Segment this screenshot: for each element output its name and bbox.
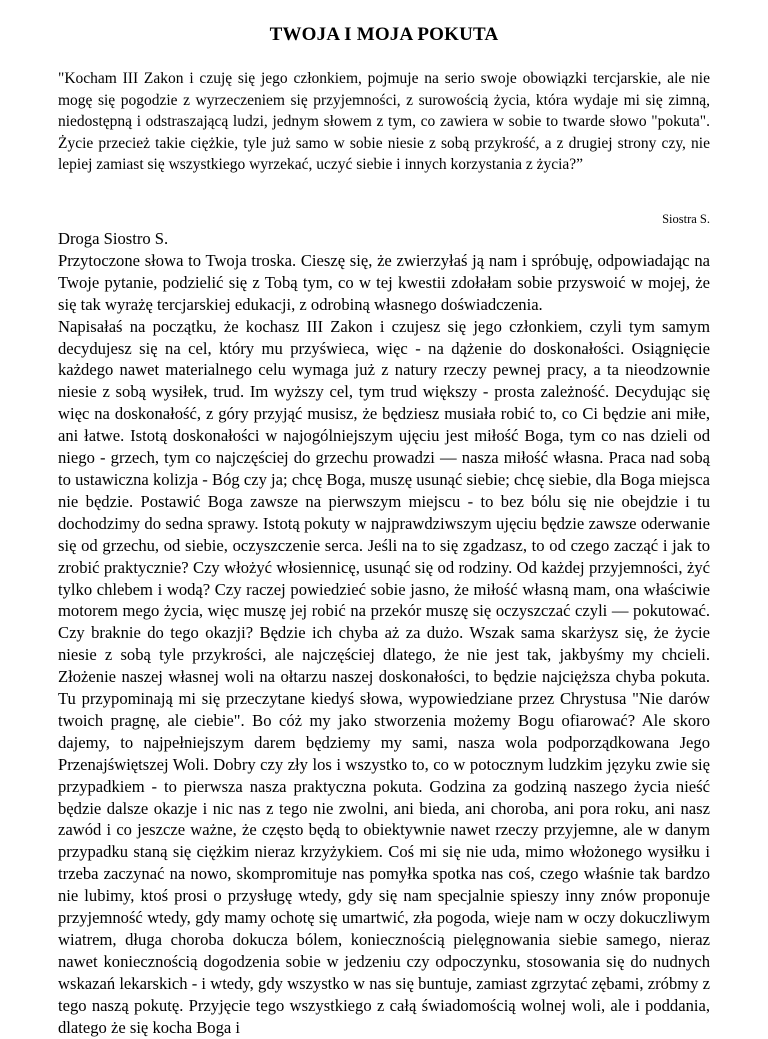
- paragraph: Przytoczone słowa to Twoja troska. Cieszę się, że zwierzyłaś ją nam i spróbuję, odpowiadając na Twoje pytanie, podzielić się z Tobą tym, co w tej kwestii zdołałam sobie przyswoić w mojej, że się tak wyrażę tercjarskiej edukacji, z odrobiną własnego doświadczenia.: [58, 250, 710, 314]
- letter-body: [58, 228, 710, 1039]
- reader-quote: "Kocham III Zakon i czuję się jego członkiem, pojmuje na serio swoje obowiązki tercjarskie, ale nie mogę się pogodzie z wyrzeczeniem się przyjemności, z surowością życia, która wydaje mi się zimną, niedostępną i odstraszającą ludzi, jednym słowem z tym, co zawiera w sobie to twarde słowo "pokuta". Życie przecież takie ciężkie, tyle już samo w sobie niesie z sobą przykrość, a z drugiej strony czy, nie lepiej zamiast się wszystkiego wyrzekać, uczyć siebie i innych korzystania z życia?”: [58, 70, 710, 173]
- quote-signature: Siostra S.: [662, 212, 710, 226]
- page-title: TWOJA I MOJA POKUTA: [269, 24, 499, 45]
- greeting: Droga Siostro S.: [58, 229, 169, 248]
- paragraph: Napisałaś na początku, że kochasz III Zakon i czujesz się jego członkiem, czyli tym samym decydujesz się na cel, który mu przyświeca, więc - na dążenie do doskonałości. Osiągnięcie każdego nawet materialnego celu wymaga już z natury rzeczy pewnej pracy, a ta nieodzownie niesie z sobą wysiłek, trud. Im wyższy cel, tym trud większy - prosta zależność. Decydując się więc na doskonałość, z góry przyjąć musisz, że będziesz musiała robić to, co Ci będzie ani miłe, ani łatwe. Istotą doskonałości w najogólniejszym ujęciu jest miłość Boga, tym co nas dzieli od niego - grzech, tym co najczęściej do grzechu prowadzi — nasza miłość własna. Praca nad sobą to ustawiczna kolizja - Bóg czy ja; chcę Boga, muszę usunąć siebie; chcę siebie, dla Boga miejsca nie będzie. Postawić Boga zawsze na pierwszym miejscu - to bez bólu się nie obejdzie i tu dochodzimy do sedna sprawy. Istotą pokuty w najprawdziwszym ujęciu będzie zawsze oderwanie się od grzechu, od siebie, oczyszczenie serca. Jeśli na to się zgadzasz, to od czego zacząć i jak to zrobić praktycznie? Czy włożyć włosiennicę, usunąć się od rodziny. Od każdej przyjemności, żyć tylko chlebem i wodą? Czy raczej powiedzieć sobie jasno, że miłość własną mam, ona właściwie motorem mego życia, więc muszę jej robić na przekór muszę się oczyszczać czyli — pokutować. Czy braknie do tego okazji? Będzie ich chyba aż za dużo. Wszak sama skarżysz się, że życie niesie z sobą tyle przykrości, ale najczęściej dlatego, że nie jest tak, jakbyśmy my chcieli. Złożenie naszej własnej woli na ołtarzu naszej doskonałości, to będzie najcięższa chyba pokuta. Tu przypominają mi się przeczytane kiedyś słowa, wypowiedziane przez Chrystusa "Nie darów twoich pragnę, ale ciebie". Bo cóż my jako stworzenia możemy Bogu ofiarować? Ale skoro dajemy, to najpełniejszym darem będziemy my sami, nasza wola podporządkowana Jego Przenajświętszej Woli. Dobry czy zły los i wszystko to, co w potocznym ludzkim języku zwie się przypadkiem - to pierwsza nasza praktyczna pokuta. Godzina za godziną naszego życia nieść będzie dalsze okazje i nic nas z tego nie zwolni, ani bieda, ani choroba, ani pora roku, ani nasz zawód i co jeszcze ważne, że często będą to obiektywnie nawet rzeczy przyjemne, ale w danym przypadku staną się ciężkim nieraz krzyżykiem. Coś mi się nie uda, mimo włożonego wysiłku i trzeba zaczynać na nowo, skompromituje nas pomyłka spotka nas coś, czego właśnie tak bardzo nie lubimy, ktoś prosi o przysługę wtedy, gdy się nam specjalnie spieszy inny znów proponuje przyjemność wtedy, gdy mamy ochotę się umartwić, zła pogoda, wieje nam w oczy dokuczliwym wiatrem, długa choroba dokucza bólem, koniecznością pielęgnowania siebie samego, nieraz nawet koniecznością dogodzenia sobie w jedzeniu czy odpoczynku, stosowania się do nudnych wskazań lekarskich - i wtedy, gdy wszystko w nas się buntuje, zamiast zgrzytać zębami, zróbmy z tego naszą pokutę. Przyjęcie tego wszystkiego z całą świadomością wolnej woli, ale i poddania, dlatego że się kocha Boga i: [58, 316, 710, 1037]
